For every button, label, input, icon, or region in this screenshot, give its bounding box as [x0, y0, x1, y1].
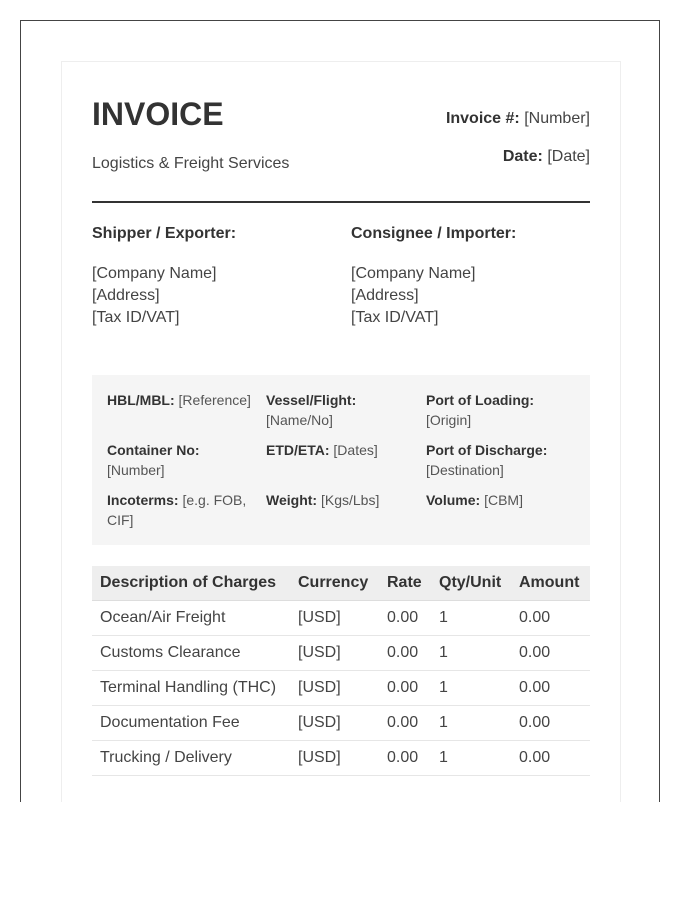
- container-no-value: [Number]: [107, 462, 165, 478]
- port-of-discharge-label: Port of Discharge:: [426, 442, 548, 458]
- table-row: [92, 741, 590, 776]
- volume-label: Volume:: [426, 492, 481, 508]
- charge-amount: 0.00: [511, 601, 590, 636]
- charge-description: Terminal Handling (THC): [92, 671, 290, 706]
- charge-currency: [USD]: [290, 601, 379, 636]
- invoice-date: [503, 148, 590, 166]
- etd-eta-label: ETD/ETA:: [266, 442, 330, 458]
- invoice-number: [446, 110, 590, 128]
- charge-description: Trucking / Delivery: [92, 741, 290, 776]
- incoterms-field: [107, 490, 257, 530]
- table-row: [92, 601, 590, 636]
- consignee-heading: Consignee / Importer:: [351, 225, 517, 242]
- charge-rate: 0.00: [379, 601, 431, 636]
- charge-amount: 0.00: [511, 671, 590, 706]
- shipper-tax-id: [Tax ID/VAT]: [92, 309, 180, 326]
- shipper-block: [92, 225, 332, 329]
- charge-currency: [USD]: [290, 636, 379, 671]
- vessel-flight-label: Vessel/Flight:: [266, 392, 357, 408]
- column-header-amount: Amount: [511, 566, 590, 601]
- port-of-discharge-field: [426, 440, 576, 480]
- charge-currency: [USD]: [290, 706, 379, 741]
- table-row: [92, 636, 590, 671]
- invoice-number-value: [Number]: [524, 110, 590, 127]
- charge-qty: 1: [431, 636, 511, 671]
- charge-description: Ocean/Air Freight: [92, 601, 290, 636]
- container-no-label: Container No:: [107, 442, 200, 458]
- charge-amount: 0.00: [511, 706, 590, 741]
- invoice-date-value: [Date]: [547, 148, 590, 165]
- weight-value: [Kgs/Lbs]: [320, 492, 380, 508]
- incoterms-value: [e.g. FOB, CIF]: [107, 492, 247, 528]
- charge-qty: 1: [431, 706, 511, 741]
- vessel-flight-value: [Name/No]: [266, 412, 333, 428]
- hbl-mbl-label: HBL/MBL:: [107, 392, 175, 408]
- charge-qty: 1: [431, 601, 511, 636]
- port-of-loading-label: Port of Loading:: [426, 392, 535, 408]
- port-of-discharge-value: [Destination]: [426, 462, 504, 478]
- shipper-heading: Shipper / Exporter:: [92, 225, 237, 242]
- charge-description: Documentation Fee: [92, 706, 290, 741]
- charge-currency: [USD]: [290, 671, 379, 706]
- charge-rate: 0.00: [379, 671, 431, 706]
- consignee-company: [Company Name]: [351, 265, 476, 282]
- etd-eta-field: [266, 440, 416, 460]
- shipment-details: [92, 375, 590, 545]
- charges-header-row: [92, 566, 590, 601]
- consignee-block: [351, 225, 591, 329]
- hbl-mbl-value: [Reference]: [178, 392, 251, 408]
- vessel-flight-field: [266, 390, 416, 430]
- column-header-description: Description of Charges: [92, 566, 290, 601]
- charge-rate: 0.00: [379, 706, 431, 741]
- port-of-loading-value: [Origin]: [426, 412, 472, 428]
- volume-value: [CBM]: [484, 492, 523, 508]
- shipper-company: [Company Name]: [92, 265, 217, 282]
- charge-qty: 1: [431, 741, 511, 776]
- weight-label: Weight:: [266, 492, 318, 508]
- weight-field: [266, 490, 416, 510]
- invoice-title: INVOICE: [92, 96, 224, 132]
- consignee-address: [Address]: [351, 287, 419, 304]
- invoice-date-label: Date:: [502, 148, 543, 165]
- etd-eta-value: [Dates]: [333, 442, 378, 458]
- column-header-currency: Currency: [290, 566, 379, 601]
- column-header-qty-unit: Qty/Unit: [431, 566, 511, 601]
- header-divider: [92, 201, 590, 203]
- shipper-address: [Address]: [92, 287, 160, 304]
- column-header-rate: Rate: [379, 566, 431, 601]
- container-no-field: [107, 440, 257, 480]
- invoice-subtitle: Logistics & Freight Services: [92, 155, 290, 172]
- port-of-loading-field: [426, 390, 576, 430]
- hbl-mbl-field: [107, 390, 257, 410]
- charge-rate: 0.00: [379, 741, 431, 776]
- incoterms-label: Incoterms:: [107, 492, 179, 508]
- charges-table: [92, 566, 590, 776]
- charge-amount: 0.00: [511, 636, 590, 671]
- table-row: [92, 706, 590, 741]
- charge-rate: 0.00: [379, 636, 431, 671]
- invoice-number-label: Invoice #:: [445, 110, 520, 127]
- volume-field: [426, 490, 576, 510]
- table-row: [92, 671, 590, 706]
- charge-currency: [USD]: [290, 741, 379, 776]
- charge-amount: 0.00: [511, 741, 590, 776]
- charge-qty: 1: [431, 671, 511, 706]
- charge-description: Customs Clearance: [92, 636, 290, 671]
- consignee-tax-id: [Tax ID/VAT]: [351, 309, 439, 326]
